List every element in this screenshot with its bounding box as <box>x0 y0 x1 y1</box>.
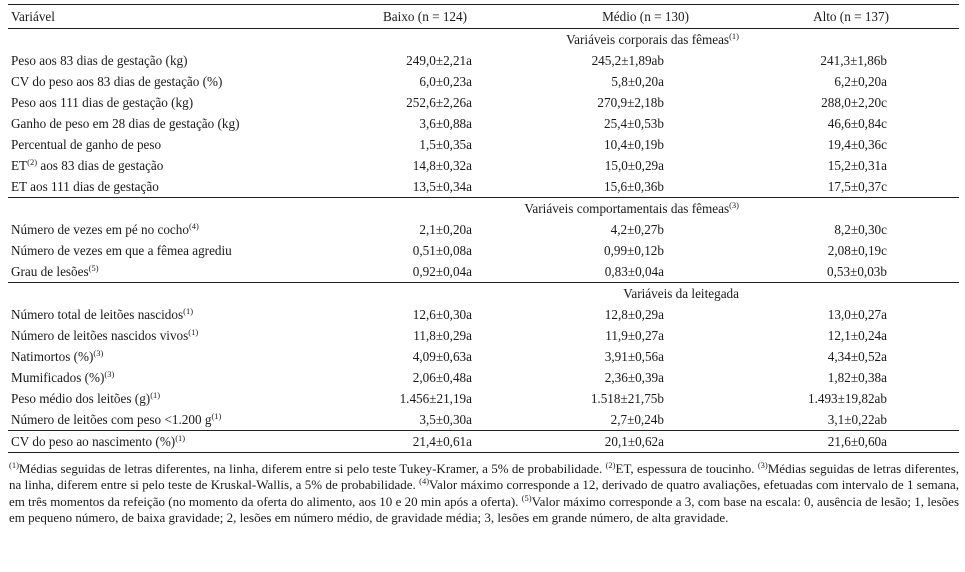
cell-alto: 13,0±0,27a <box>827 306 887 322</box>
row-label <box>8 71 338 92</box>
cell-baixo: 4,09±0,63a <box>412 348 472 364</box>
cell-medio: 12,8±0,29a <box>604 306 664 322</box>
row-footnote-marker: (1) <box>183 305 194 316</box>
row-label-text: Percentual de ganho de peso <box>11 136 162 152</box>
cell-alto: 46,6±0,84c <box>827 115 887 131</box>
row-label-text: Número de vezes em pé no cocho <box>11 221 189 237</box>
cell-medio: 245,2±1,89ab <box>591 52 664 68</box>
footnote-3-marker: (3) <box>757 460 768 470</box>
cell-alto: 15,2±0,31a <box>827 157 887 173</box>
table-row <box>8 134 959 155</box>
cell-medio: 2,7±0,24b <box>610 411 664 427</box>
cell-baixo: 3,6±0,88a <box>419 115 472 131</box>
section-title-cell <box>8 283 959 305</box>
cell-alto: 4,34±0,52a <box>827 348 887 364</box>
row-footnote-marker: (5) <box>88 262 99 273</box>
row-footnote-marker: (3) <box>104 368 115 379</box>
table-row <box>8 50 959 71</box>
table-row <box>8 71 959 92</box>
cell-baixo: 1.456±21,19a <box>399 390 472 406</box>
table-row <box>8 92 959 113</box>
cell-medio: 0,83±0,04a <box>604 263 664 279</box>
row-label-text: Peso médio dos leitões (g) <box>11 390 151 406</box>
cell-alto: 6,2±0,20a <box>834 73 887 89</box>
cell-medio: 10,4±0,19b <box>604 136 664 152</box>
header-baixo: Baixo (n = 124) <box>338 5 543 29</box>
footnote-4: Valor máximo corresponde a 12, derivado de quatro avaliações, efetuadas com intervalo de 1 semana, em três momentos da refeição (no momento da oferta do alimento, aos 10 e 20 min após a oferta). <box>9 477 960 509</box>
cell-alto: 0,53±0,03b <box>827 263 887 279</box>
cell-medio: 270,9±2,18b <box>597 94 664 110</box>
header-alto: Alto (n = 137) <box>749 5 959 29</box>
row-footnote-marker: (2) <box>27 156 38 167</box>
table-row <box>8 176 959 198</box>
row-label <box>8 346 338 367</box>
cell-baixo: 2,06±0,48a <box>412 369 472 385</box>
row-label-text: Número de vezes em que a fêmea agrediu <box>11 242 232 258</box>
row-label-text: CV do peso ao nascimento (%) <box>11 433 176 449</box>
table-body <box>8 29 959 453</box>
section-row <box>8 198 959 220</box>
table-row <box>8 325 959 346</box>
cell-medio: 20,1±0,62a <box>543 431 749 453</box>
section-row <box>8 29 959 51</box>
section-title-cell <box>8 198 959 220</box>
row-label-text: Número de leitões nascidos vivos <box>11 327 189 343</box>
cell-baixo: 0,92±0,04a <box>412 263 472 279</box>
section-title: Variáveis corporais das fêmeas <box>566 31 730 47</box>
row-label-text: Grau de lesões <box>11 263 89 279</box>
cell-medio: 0,99±0,12b <box>604 242 664 258</box>
cell-medio: 15,6±0,36b <box>604 178 664 194</box>
section-row <box>8 283 959 305</box>
row-footnote-marker: (4) <box>188 220 199 231</box>
row-label-text: CV do peso aos 83 dias de gestação (%) <box>11 73 223 89</box>
row-label <box>8 431 338 453</box>
row-label-text-continued: aos 83 dias de gestação <box>37 157 164 173</box>
cell-alto: 8,2±0,30c <box>834 221 887 237</box>
cell-baixo: 14,8±0,32a <box>412 157 472 173</box>
footnote-1-marker: (1) <box>9 460 19 470</box>
row-label <box>8 388 338 409</box>
cell-medio: 25,4±0,53b <box>604 115 664 131</box>
footnote-2: ET, espessura de toucinho. <box>615 461 755 476</box>
section-title: Variáveis da leitegada <box>623 285 739 301</box>
footnote-1: Médias seguidas de letras diferentes, na linha, diferem entre si pelo teste Tukey-Kramer, a 5% de probabilidade. <box>18 461 603 476</box>
row-footnote-marker: (1) <box>188 326 199 337</box>
cell-alto: 12,1±0,24a <box>827 327 887 343</box>
row-label <box>8 155 338 176</box>
cell-baixo: 2,1±0,20a <box>419 221 472 237</box>
cell-alto: 17,5±0,37c <box>827 178 887 194</box>
row-footnote-marker: (3) <box>93 347 104 358</box>
cell-medio: 3,91±0,56a <box>604 348 664 364</box>
row-label <box>8 219 338 240</box>
header-variavel: Variável <box>8 5 338 29</box>
cell-alto: 241,3±1,86b <box>820 52 887 68</box>
row-footnote-marker: (1) <box>150 389 161 400</box>
cell-medio: 11,9±0,27a <box>605 327 664 343</box>
footnotes-paragraph <box>9 461 959 527</box>
row-label <box>8 304 338 325</box>
table-row <box>8 346 959 367</box>
table-row <box>8 240 959 261</box>
row-label-text: Número total de leitões nascidos <box>11 306 184 322</box>
cell-baixo: 3,5±0,30a <box>419 411 472 427</box>
row-footnote-marker: (1) <box>211 410 222 421</box>
cell-baixo: 13,5±0,34a <box>412 178 472 194</box>
row-label-text: ET aos 111 dias de gestação <box>11 178 159 194</box>
footnote-3: Médias seguidas de letras diferentes, na linha, diferem entre si pelo teste de Kruskal-Wallis, a 5% de probabilidade. <box>9 461 960 493</box>
section-title: Variáveis comportamentais das fêmeas <box>524 200 730 216</box>
table-row <box>8 367 959 388</box>
results-table <box>8 4 959 453</box>
row-label <box>8 134 338 155</box>
cell-baixo: 252,6±2,26a <box>406 94 472 110</box>
row-label <box>8 325 338 346</box>
table-row <box>8 113 959 134</box>
cell-alto: 3,1±0,22ab <box>827 411 887 427</box>
cell-baixo: 249,0±2,21a <box>406 52 472 68</box>
footnote-5: Valor máximo corresponde a 3, com base na escala: 0, ausência de lesão; 1, lesões em pequeno número, de baixa gravidade; 2, lesões em número médio, de gravidade média; 3, lesões em grande número, de alta gravidade. <box>9 493 960 526</box>
cell-medio: 4,2±0,27b <box>610 221 664 237</box>
footnote-5-marker: (5) <box>521 492 532 503</box>
row-footnote-marker: (1) <box>175 432 186 443</box>
cell-alto: 1,82±0,38a <box>827 369 887 385</box>
table-row <box>8 155 959 176</box>
footnote-2-marker: (2) <box>605 460 616 470</box>
row-label-text: Mumificados (%) <box>11 369 105 385</box>
row-label-text: Peso aos 83 dias de gestação (kg) <box>11 52 188 68</box>
cell-baixo: 21,4±0,61a <box>338 431 543 453</box>
section-title-footnote-marker: (1) <box>729 30 739 41</box>
footnote-4-marker: (4) <box>419 476 430 487</box>
table-row <box>8 388 959 409</box>
table-header-row <box>8 5 959 29</box>
row-label-text: Número de leitões com peso <1.200 g <box>11 411 212 427</box>
cell-alto: 19,4±0,36c <box>827 136 887 152</box>
section-title-cell <box>8 29 959 51</box>
row-label-text: Peso aos 111 dias de gestação (kg) <box>11 94 194 110</box>
table-footnotes <box>9 461 959 527</box>
cell-alto: 1.493±19,82ab <box>807 390 887 406</box>
cell-baixo: 1,5±0,35a <box>419 136 472 152</box>
row-label <box>8 113 338 134</box>
row-label <box>8 92 338 113</box>
table-row <box>8 304 959 325</box>
cell-medio: 5,8±0,20a <box>611 73 664 89</box>
row-label-text: ET <box>11 157 28 173</box>
row-label-text: Ganho de peso em 28 dias de gestação (kg) <box>11 115 240 131</box>
cell-baixo: 12,6±0,30a <box>412 306 472 322</box>
row-label-text: Natimortos (%) <box>11 348 94 364</box>
cell-baixo: 0,51±0,08a <box>412 242 472 258</box>
table-row <box>8 431 959 453</box>
row-label <box>8 367 338 388</box>
table-row <box>8 261 959 283</box>
cell-medio: 2,36±0,39a <box>604 369 664 385</box>
row-label <box>8 176 338 198</box>
row-label <box>8 261 338 283</box>
cell-medio: 1.518±21,75b <box>590 390 664 406</box>
table-row <box>8 219 959 240</box>
table-row <box>8 409 959 431</box>
cell-baixo: 6,0±0,23a <box>419 73 472 89</box>
cell-alto: 21,6±0,60a <box>749 431 959 453</box>
cell-medio: 15,0±0,29a <box>604 157 664 173</box>
row-label <box>8 240 338 261</box>
cell-alto: 2,08±0,19c <box>827 242 887 258</box>
cell-alto: 288,0±2,20c <box>821 94 887 110</box>
row-label <box>8 409 338 431</box>
header-medio: Médio (n = 130) <box>543 5 749 29</box>
row-label <box>8 50 338 71</box>
section-title-footnote-marker: (3) <box>729 199 739 210</box>
cell-baixo: 11,8±0,29a <box>413 327 472 343</box>
